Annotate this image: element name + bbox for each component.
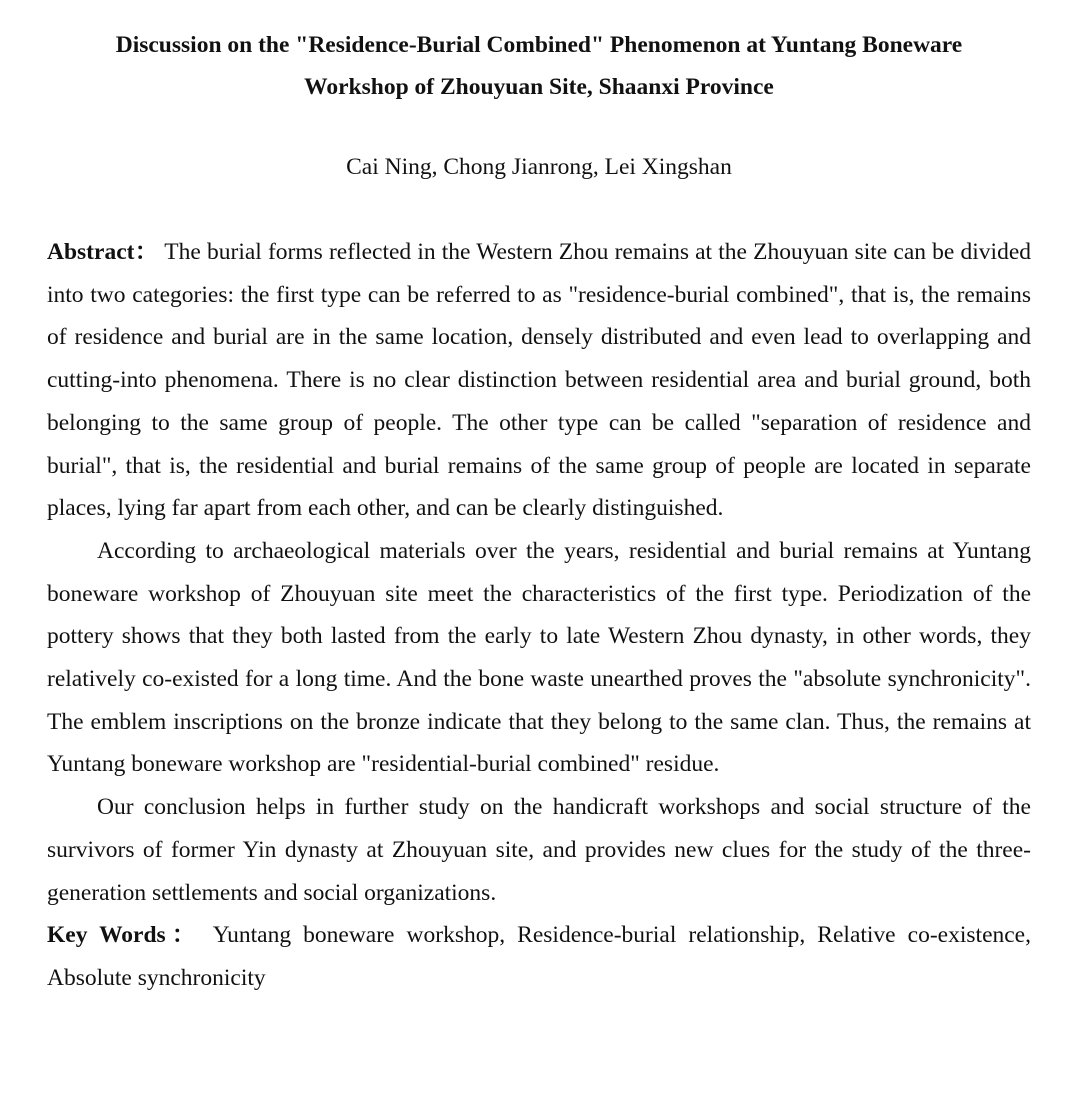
keywords-paragraph	[47, 914, 1031, 999]
abstract-paragraph-1-text: The burial forms reflected in the Western Zhou remains at the Zhouyuan site can be divided into two categories: the first type can be referred to as "residence-burial combined", that is, the remains of residence and burial are in the same location, densely distributed and even lead to overlapping and cutting-into phenomena. There is no clear distinction between residential area and burial ground, both belonging to the same group of people. The other type can be called "separation of residence and burial", that is, the residential and burial remains of the same group of people are located in separate places, lying far apart from each other, and can be clearly distinguished.	[47, 239, 1032, 522]
paper-title-line-2: Workshop of Zhouyuan Site, Shaanxi Province	[304, 74, 774, 100]
abstract-paragraph-1	[47, 231, 1031, 530]
paper-title-line-1: Discussion on the "Residence-Burial Combined" Phenomenon at Yuntang Boneware	[115, 32, 963, 58]
keywords-text: Yuntang boneware workshop, Residence-burial relationship, Relative co-existence, Absolute synchronicity	[47, 922, 1031, 991]
abstract-paragraph-2: According to archaeological materials over the years, residential and burial remains at Yuntang boneware workshop of Zhouyuan site meet the characteristics of the first type. Periodization of the pottery shows that they both lasted from the early to late Western Zhou dynasty, in other words, they relatively co-existed for a long time. And the bone waste unearthed proves the "absolute synchronicity". The emblem inscriptions on the bronze indicate that they belong to the same clan. Thus, the remains at Yuntang boneware workshop are "residential-burial combined" residue.	[47, 537, 1031, 778]
abstract-label: Abstract：	[47, 239, 159, 265]
author-list: Cai Ning, Chong Jianrong, Lei Xingshan	[346, 154, 732, 180]
paper-title	[47, 24, 1031, 108]
abstract-paragraph-3: Our conclusion helps in further study on the handicraft workshops and social structure of the survivors of former Yin dynasty at Zhouyuan site, and provides new clues for the study of the three-generation settlements and social organizations.	[47, 794, 1031, 906]
keywords-label: Key Words：	[47, 922, 202, 949]
abstract-section	[47, 231, 1031, 1000]
